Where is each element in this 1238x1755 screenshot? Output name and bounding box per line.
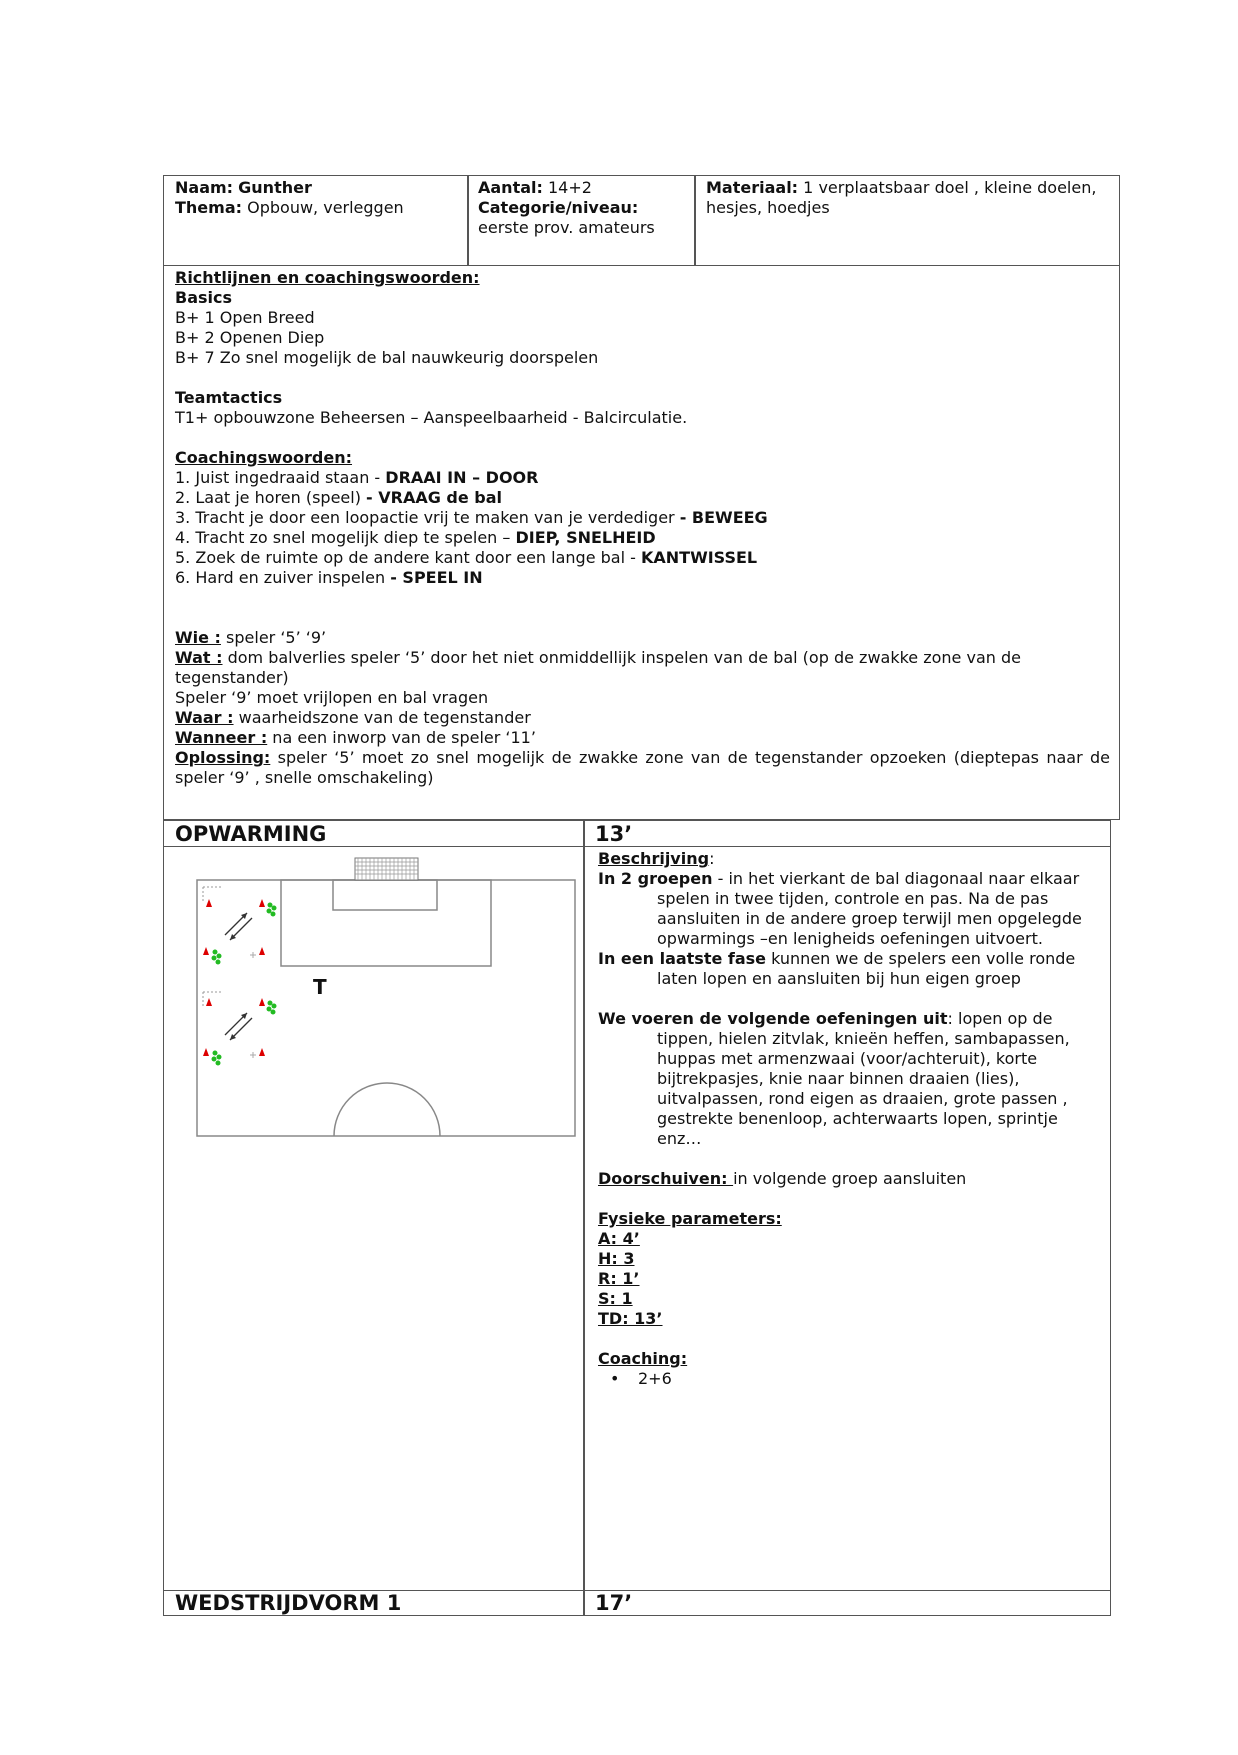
opwarming-time: 13’	[595, 822, 633, 846]
coaching-item: 1. Juist ingedraaid staan - DRAAI IN – DOOR	[175, 468, 539, 487]
teamtactics-text: T1+ opbouwzone Beheersen – Aanspeelbaarheid - Balcirculatie.	[175, 408, 688, 427]
groepen-label: In 2 groepen	[598, 869, 713, 888]
groepen-text: - in het vierkant de bal diagonaal naar elkaar spelen in twee tijden, controle en pas. Na de pas aansluiten in de andere groep terwijl men opgelegde opwarmings –en lenigheids oefeningen uitvoert.	[657, 869, 1082, 948]
header-aantal	[478, 178, 692, 238]
teamtactics-title: Teamtactics	[175, 388, 283, 407]
thema-label: Thema:	[175, 198, 243, 217]
goal-net	[355, 858, 418, 880]
categorie-value: eerste prov. amateurs	[478, 218, 655, 237]
fysieke-param: H: 3	[598, 1249, 635, 1268]
header-naam-thema	[175, 178, 465, 218]
thema-value: Opbouw, verleggen	[247, 198, 404, 217]
coaching-item: 3. Tracht je door een loopactie vrij te maken van je verdediger - BEWEEG	[175, 508, 768, 527]
wedstrijdvorm-title: WEDSTRIJDVORM 1	[175, 1591, 402, 1615]
naam-label: Naam:	[175, 178, 234, 197]
aantal-label: Aantal:	[478, 178, 543, 197]
fysieke-param: TD: 13’	[598, 1309, 663, 1328]
wat-extra: Speler ‘9’ moet vrijlopen en bal vragen	[175, 688, 489, 707]
materiaal-value: 1 verplaatsbaar doel , kleine doelen, hesjes, hoedjes	[706, 178, 1097, 217]
guidelines-content	[175, 268, 1110, 788]
basics-item: B+ 2 Openen Diep	[175, 328, 325, 347]
fysieke-param: R: 1’	[598, 1269, 640, 1288]
fysieke-label: Fysieke parameters:	[598, 1209, 782, 1228]
categorie-label: Categorie/niveau:	[478, 198, 639, 217]
coaching-title: Coachingswoorden:	[175, 448, 353, 467]
wedstrijdvorm-time: 17’	[595, 1591, 633, 1615]
coaching-item: 6. Hard en zuiver inspelen - SPEEL IN	[175, 568, 483, 587]
coaching-label: Coaching:	[598, 1349, 688, 1368]
oefeningen-label: We voeren de volgende oefeningen uit	[598, 1009, 948, 1028]
waar-line: Waar : waarheidszone van de tegenstander	[175, 708, 531, 727]
basics-item: B+ 7 Zo snel mogelijk de bal nauwkeurig doorspelen	[175, 348, 599, 367]
fase-text: kunnen we de spelers een volle ronde laten lopen en aansluiten bij hun eigen groep	[657, 949, 1076, 988]
doorschuiven-label: Doorschuiven:	[598, 1169, 734, 1188]
materiaal-label: Materiaal:	[706, 178, 799, 197]
naam-value: Gunther	[238, 178, 312, 197]
coaching-item: 5. Zoek de ruimte op de andere kant door een lange bal - KANTWISSEL	[175, 548, 758, 567]
fysieke-param: S: 1	[598, 1289, 633, 1308]
bullet-icon: •	[610, 1369, 620, 1388]
oefeningen-text: : lopen op de tippen, hielen zitvlak, knieën heffen, sambapassen, huppas met armenzwaai (voor/achteruit), korte bijtrekpasjes, knie naar binnen draaien (lies), uitvalpassen, rond eigen as draaien, grote passen , gestrekte benenloop, achterwaarts lopen, sprintje enz…	[657, 1009, 1070, 1148]
opwarming-description: Beschrijving: In 2 groepen - in het vierkant de bal diagonaal naar elkaar spelen in twee tijden, controle en pas. Na de pas aansluiten in de andere groep terwijl men opgelegde opwarmings –en lenigheids oefeningen uitvoert. In een laatste fase kunnen we de spelers een volle ronde laten lopen en aansluiten bij hun eigen groep We voeren de volgende oefeningen uit: lopen op de tippen, hielen zitvlak, knieën heffen, sambapassen, huppas met armenzwaai (voor/achteruit), korte bijtrekpasjes, knie naar binnen draaien (lies), uitvalpassen, rond eigen as draaien, grote passen , gestrekte benenloop, achterwaarts lopen, sprintje enz… Doorschuiven: in volgende groep aansluiten Fysieke parameters: A: 4’ H: 3 R: 1’ S: 1 TD: 13’ Coaching: • 2+6	[598, 849, 1103, 1389]
opwarming-title: OPWARMING	[175, 822, 327, 846]
aantal-value: 14+2	[548, 178, 592, 197]
guidelines-title: Richtlijnen en coachingswoorden:	[175, 268, 480, 287]
fase-label: In een laatste fase	[598, 949, 767, 968]
oplossing-line: Oplossing: speler ‘5’ moet zo snel mogelijk de zwakke zone van de tegenstander opzoeken (dieptepas naar de speler ‘9’ , snelle omschakeling)	[175, 748, 1110, 787]
doorschuiven-text: in volgende groep aansluiten	[733, 1169, 967, 1188]
wie-line: Wie : speler ‘5’ ‘9’	[175, 628, 327, 647]
coaching-list-item: • 2+6	[610, 1369, 672, 1388]
header-materiaal	[706, 178, 1111, 218]
header-divider-2	[694, 175, 696, 266]
coaching-item: 4. Tracht zo snel mogelijk diep te spelen – DIEP, SNELHEID	[175, 528, 656, 547]
fysieke-param: A: 4’	[598, 1229, 640, 1248]
beschrijving-label: Beschrijving	[598, 849, 710, 868]
trainer-label: T	[313, 975, 327, 999]
basics-item: B+ 1 Open Breed	[175, 308, 315, 327]
header-divider-1	[467, 175, 469, 266]
field-diagram	[195, 855, 580, 1138]
coaching-item: 2. Laat je horen (speel) - VRAAG de bal	[175, 488, 503, 507]
wat-line: Wat : dom balverlies speler ‘5’ door het niet onmiddellijk inspelen van de bal (op de zwakke zone van de tegenstander)	[175, 648, 1021, 687]
wanneer-line: Wanneer : na een inworp van de speler ‘11’	[175, 728, 536, 747]
basics-title: Basics	[175, 288, 233, 307]
